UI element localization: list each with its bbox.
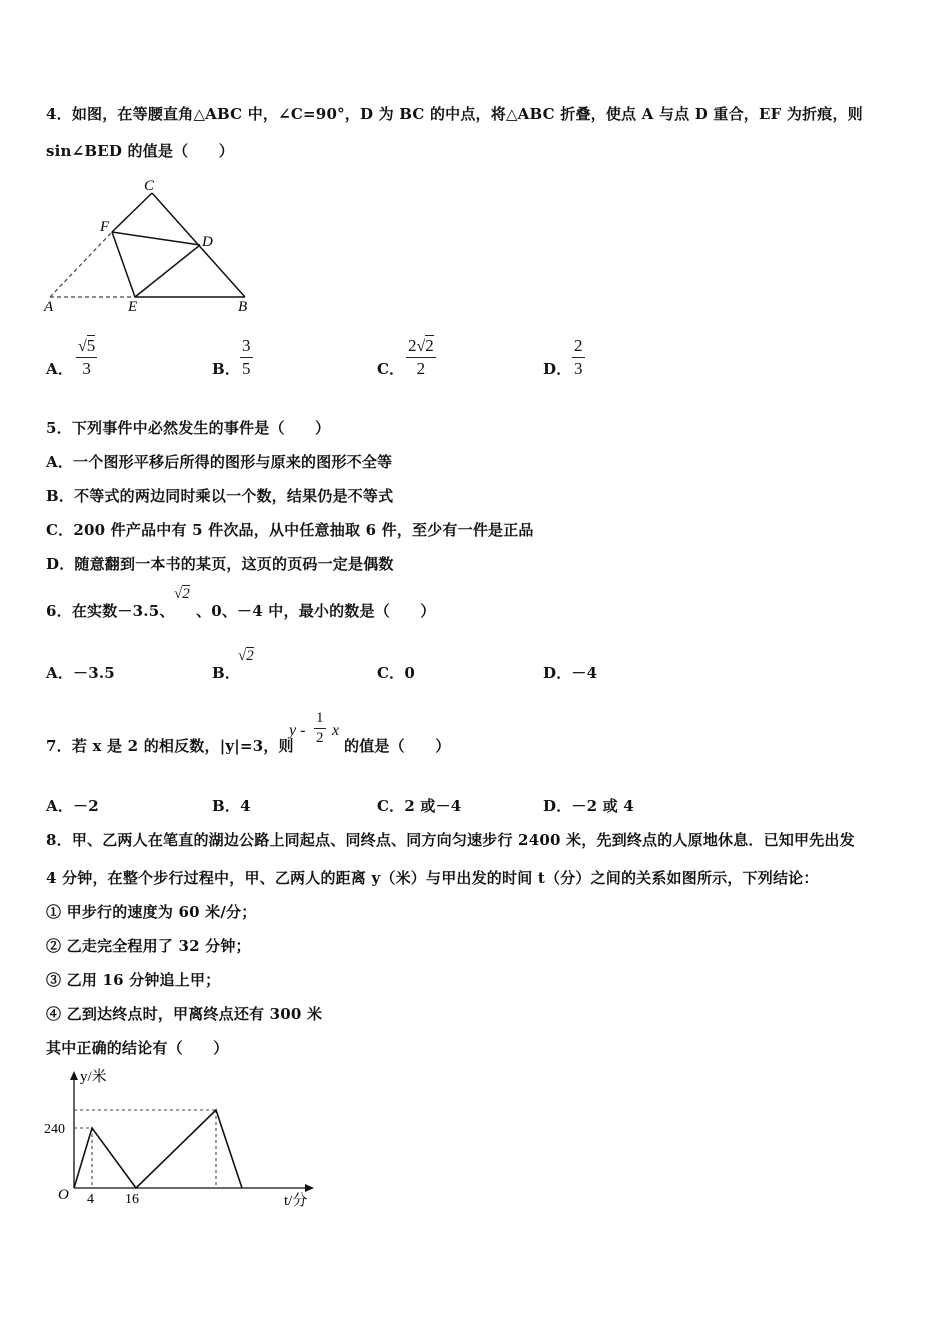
q8-y-tick-240: 240 (44, 1122, 65, 1137)
q6-option-a: A．－3.5 (46, 664, 115, 682)
q8-distance-line (74, 1110, 242, 1188)
q4-option-a-letter: A． (46, 360, 74, 378)
q4-option-c-radicand: 2 (425, 336, 434, 355)
q4-fold-fe (112, 232, 135, 297)
q4-option-c-den: 2 (416, 359, 426, 378)
q4-label-e: E (128, 299, 138, 315)
q6-option-d: D．－4 (543, 664, 598, 682)
q7-option-c: C．2 或－4 (377, 797, 462, 815)
q7-stem-part2: 的值是（ ） (344, 737, 451, 755)
q4-option-a-radicand: 5 (86, 336, 96, 355)
q6-option-c: C．0 (377, 664, 415, 682)
q8-conclusion-1: ① 甲步行的速度为 60 米/分； (46, 903, 257, 921)
q8-stem-line1: 8．甲、乙两人在笔直的湖边公路上同起点、同终点、同方向匀速步行 2400 米，先到终点的人原地休息．已知甲先出发 (46, 831, 855, 849)
q7-stem-part1: 7．若 x 是 2 的相反数，|y|=3，则 (46, 737, 294, 755)
q5-option-a: A．一个图形平移后所得的图形与原来的图形不全等 (46, 453, 393, 471)
q4-option-c-fraction: 2√2 2 (408, 336, 434, 378)
q4-option-c-letter: C． (377, 360, 405, 378)
q4-option-b-fraction (240, 336, 253, 379)
q8-origin-label: O (58, 1187, 69, 1203)
q4-stem-line2: sin∠BED 的值是（ ） (46, 142, 234, 160)
q8-conclusion-2: ② 乙走完全程用了 32 分钟； (46, 937, 251, 955)
q5-option-c: C．200 件产品中有 5 件次品，从中任意抽取 6 件，至少有一件是正品 (46, 521, 534, 539)
q4-dashed-af (50, 232, 112, 297)
q4-label-b: B (238, 299, 248, 315)
q7-option-b: B．4 (212, 797, 251, 815)
q8-stem-line2: 4 分钟，在整个步行过程中，甲、乙两人的距离 y（米）与甲出发的时间 t（分）之间的关系如图所示，下列结论： (46, 869, 819, 887)
q7-expr-fraction (314, 710, 326, 747)
q5-stem: 5．下列事件中必然发生的事件是（ ） (46, 419, 331, 437)
q7-expr-num: 1 (316, 710, 324, 726)
q7-option-d: D．－2 或 4 (543, 797, 634, 815)
q4-option-b-letter: B． (212, 360, 241, 378)
q6-option-b-letter: B． (212, 664, 241, 682)
q4-stem-line1: 4．如图，在等腰直角△ABC 中，∠C=90°，D 为 BC 的中点，将△ABC 折叠，使点 A 与点 D 重合，EF 为折痕，则 (46, 105, 863, 123)
q4-option-a-den: 3 (82, 359, 91, 378)
q7-option-a: A．－2 (46, 797, 99, 815)
q4-option-b-den: 5 (242, 359, 251, 378)
q8-ask: 其中正确的结论有（ ） (46, 1039, 229, 1057)
q6-option-b-sqrt: √2 (238, 648, 254, 664)
q4-option-d-den: 3 (574, 359, 583, 378)
q4-label-c: C (144, 178, 155, 194)
q4-side-cf (112, 193, 152, 232)
q4-label-f: F (100, 219, 110, 235)
q4-option-d-fraction (572, 336, 585, 379)
q6-option-b-radicand: 2 (246, 648, 254, 664)
q4-fold-fd (112, 232, 200, 245)
q4-option-b-num: 3 (242, 336, 251, 355)
q6-stem-part2: 、0、－4 中，最小的数是（ ） (196, 602, 436, 620)
q4-figure (40, 175, 260, 315)
q6-stem-sqrt-radicand: 2 (182, 586, 190, 602)
q4-option-c-coef: 2 (408, 336, 417, 355)
q6-stem-part1: 6．在实数－3.5、 (46, 602, 175, 620)
q8-graph (40, 1065, 330, 1215)
q8-conclusion-3: ③ 乙用 16 分钟追上甲； (46, 971, 221, 989)
q7-expr-y: y - (289, 722, 306, 739)
q8-y-axis-arrow (70, 1071, 78, 1080)
q4-label-a: A (44, 299, 54, 315)
q4-option-d-letter: D． (543, 360, 572, 378)
q5-option-d: D．随意翻到一本书的某页，这页的页码一定是偶数 (46, 555, 394, 573)
q7-expr-den: 2 (316, 730, 324, 746)
q8-y-label: y/米 (80, 1069, 107, 1085)
q4-label-d: D (202, 234, 213, 250)
q8-x-axis-arrow (305, 1184, 314, 1192)
q4-option-d-num: 2 (574, 336, 583, 355)
q8-x-label: t/分 (284, 1193, 308, 1209)
q8-x-tick-4: 4 (87, 1192, 94, 1207)
q4-segment-ed (135, 245, 200, 297)
q8-x-tick-16: 16 (125, 1192, 139, 1207)
q6-stem-sqrt: √2 (174, 586, 190, 602)
q7-expr-x: x (332, 722, 340, 739)
q5-option-b: B．不等式的两边同时乘以一个数，结果仍是不等式 (46, 487, 394, 505)
q4-option-a-fraction: √5 3 (78, 336, 96, 378)
q8-conclusion-4: ④ 乙到达终点时，甲离终点还有 300 米 (46, 1005, 323, 1023)
